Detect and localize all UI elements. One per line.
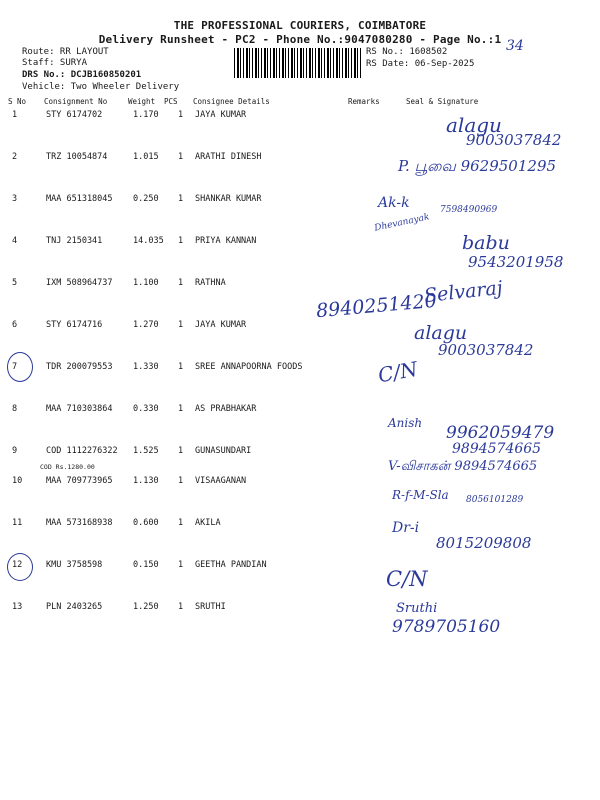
sig-5-phone: 8940251420: [315, 289, 438, 323]
row-consignee: ARATHI DINESH: [195, 152, 262, 162]
cn-mark-row-7: C/N: [376, 356, 420, 388]
row-sno: 2: [12, 152, 18, 162]
col-sno: S No: [8, 97, 27, 106]
sig-3-name: Dhevanayak: [373, 212, 431, 234]
table-row: [0, 404, 600, 420]
cn-mark-row-12: C/N: [386, 567, 428, 591]
sig-8-name: Anish: [388, 416, 423, 430]
row-pcs: 1: [178, 194, 184, 204]
row-consignment-no: COD 1112276322: [46, 446, 118, 456]
row-consignment-no: TDR 200079553: [46, 362, 113, 372]
row-sno: 6: [12, 320, 18, 330]
table-row: [0, 602, 600, 618]
row-weight: 1.330: [133, 362, 159, 372]
row-sno: 4: [12, 236, 18, 246]
table-row: [0, 362, 600, 378]
row-12-circle-mark: [7, 553, 33, 581]
row-pcs: 1: [178, 320, 184, 330]
company-title: THE PROFESSIONAL COURIERS, COIMBATORE: [173, 19, 427, 32]
sig-3-phone: 7598490969: [440, 205, 498, 215]
row-weight: 1.525: [133, 446, 159, 456]
sig-11-phone: 8015209808: [436, 534, 532, 552]
row-pcs: 1: [178, 110, 184, 120]
row-consignment-no: MAA 573168938: [46, 518, 113, 528]
row-consignee: PRIYA KANNAN: [195, 236, 257, 246]
row-sno: 11: [12, 518, 23, 528]
row-consignee: AKILA: [195, 518, 221, 528]
row-weight: 0.330: [133, 404, 159, 414]
row-consignee: AS PRABHAKAR: [195, 404, 257, 414]
row-consignee: SHANKAR KUMAR: [195, 194, 262, 204]
row-consignment-no: TRZ 10054874: [46, 152, 108, 162]
col-consignment: Consignment No: [44, 97, 108, 106]
row-sno: 9: [12, 446, 18, 456]
table-row: [0, 560, 600, 576]
sig-13-name: Sruthi: [396, 601, 438, 616]
row-pcs: 1: [178, 446, 184, 456]
row-pcs: 1: [178, 236, 184, 246]
row-sno: 3: [12, 194, 18, 204]
sig-6-phone: 9003037842: [438, 341, 534, 359]
row-consignee: GEETHA PANDIAN: [195, 560, 267, 570]
row-sno: 7: [12, 362, 18, 372]
row-weight: 1.170: [133, 110, 159, 120]
row-consignee: JAYA KUMAR: [195, 320, 247, 330]
runsheet-title: Delivery Runsheet - PC2 - Phone No.:9047080280 - Page No.:1: [98, 33, 502, 46]
sig-3-scribble: Ak-k: [378, 195, 410, 211]
row-weight: 14.035: [133, 236, 164, 246]
row-7-circle-mark: [7, 352, 33, 382]
table-row: [0, 110, 600, 126]
row-pcs: 1: [178, 404, 184, 414]
row-consignment-no: KMU 3758598: [46, 560, 103, 570]
row-sno: 13: [12, 602, 23, 612]
runsheet-barcode: [234, 48, 362, 78]
sig-10-scribble: R-f-M-Sla: [392, 488, 449, 502]
sig-4-phone: 9543201958: [468, 253, 564, 271]
sig-13-phone: 9789705160: [392, 617, 501, 637]
row-pcs: 1: [178, 476, 184, 486]
staff-label: Staff: SURYA: [22, 58, 88, 68]
row-weight: 1.130: [133, 476, 159, 486]
row-sno: 12: [12, 560, 23, 570]
row-pcs: 1: [178, 152, 184, 162]
sig-6-name: alagu: [414, 322, 468, 344]
route-label: Route: RR LAYOUT: [22, 47, 109, 57]
sig-10-phone2: 8056101289: [466, 495, 524, 505]
row-consignee: RATHNA: [195, 278, 226, 288]
row-consignment-no: STY 6174716: [46, 320, 103, 330]
row-pcs: 1: [178, 278, 184, 288]
row-sno: 1: [12, 110, 18, 120]
sig-2: P. பூவை 9629501295: [398, 157, 557, 175]
vehicle-label: Vehicle: Two Wheeler Delivery: [22, 82, 180, 92]
sig-10: V-விசாகன் 9894574665: [388, 459, 538, 474]
row-consignment-no: MAA 710303864: [46, 404, 113, 414]
row-consignee: GUNASUNDARI: [195, 446, 252, 456]
row-sno: 8: [12, 404, 18, 414]
col-pcs: PCS: [164, 97, 178, 106]
col-seal-signature: Seal & Signature: [406, 97, 479, 106]
row-weight: 0.150: [133, 560, 159, 570]
row-pcs: 1: [178, 560, 184, 570]
row-consignee: JAYA KUMAR: [195, 110, 247, 120]
cod-note: COD Rs.1280.00: [40, 463, 95, 471]
row-consignment-no: IXM 508964737: [46, 278, 113, 288]
row-consignment-no: MAA 651318045: [46, 194, 113, 204]
sig-8-phone: 9962059479: [446, 423, 555, 443]
table-row: [0, 476, 600, 492]
rs-date: RS Date: 06-Sep-2025: [366, 59, 475, 69]
row-sno: 5: [12, 278, 18, 288]
row-weight: 1.270: [133, 320, 159, 330]
rs-number: RS No.: 1608502: [366, 47, 448, 57]
row-weight: 0.600: [133, 518, 159, 528]
sig-11-scribble: Dr-i: [392, 520, 420, 536]
row-consignment-no: PLN 2403265: [46, 602, 103, 612]
row-weight: 1.100: [133, 278, 159, 288]
row-pcs: 1: [178, 518, 184, 528]
table-row: [0, 194, 600, 210]
row-weight: 0.250: [133, 194, 159, 204]
row-weight: 1.015: [133, 152, 159, 162]
table-row: [0, 278, 600, 294]
row-consignee: VISAAGANAN: [195, 476, 247, 486]
page-mark-handwritten: 34: [506, 38, 524, 54]
drs-number: DRS No.: DCJB160850201: [22, 70, 142, 80]
col-remarks: Remarks: [348, 97, 380, 106]
row-consignee: SRUTHI: [195, 602, 226, 612]
sig-4-name: babu: [462, 232, 510, 254]
col-consignee: Consignee Details: [193, 97, 270, 106]
table-row: [0, 518, 600, 534]
sig-1-phone: 9003037842: [466, 131, 562, 149]
row-pcs: 1: [178, 362, 184, 372]
row-consignment-no: STY 6174702: [46, 110, 103, 120]
row-weight: 1.250: [133, 602, 159, 612]
row-sno: 10: [12, 476, 23, 486]
sig-1-name: alagu: [446, 113, 502, 137]
table-row: [0, 320, 600, 336]
table-row: [0, 236, 600, 252]
row-consignee: SREE ANNAPOORNA FOODS: [195, 362, 303, 372]
col-weight: Weight: [128, 97, 156, 106]
sig-5-name: Selvaraj: [423, 276, 504, 308]
sig-9-phone: 9894574665: [452, 441, 542, 457]
row-pcs: 1: [178, 602, 184, 612]
row-consignment-no: TNJ 2150341: [46, 236, 103, 246]
row-consignment-no: MAA 709773965: [46, 476, 113, 486]
